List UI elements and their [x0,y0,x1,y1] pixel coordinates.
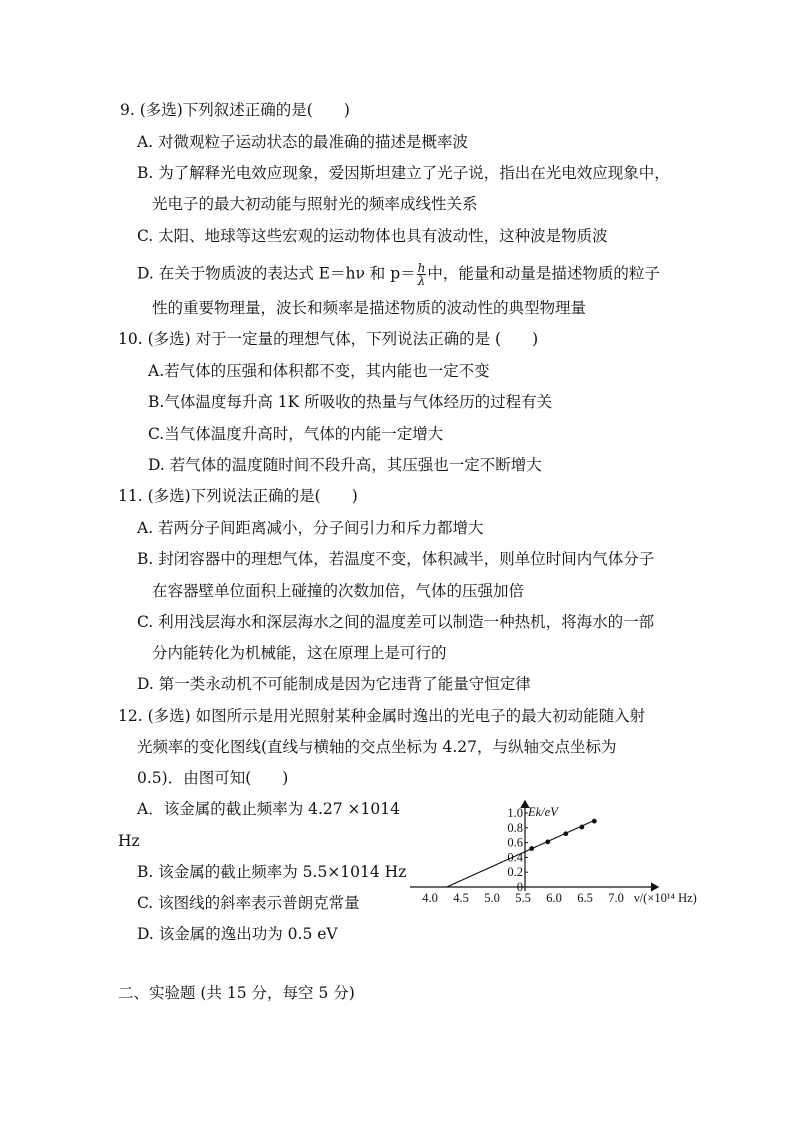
x-tick-label: 6.5 [577,891,593,905]
q9-stem: 9. (多选)下列叙述正确的是( ) [120,101,350,119]
y-tick-label: 0.2 [507,865,523,880]
h-over-lambda-fraction [417,262,427,287]
chart-tick-labels [422,805,697,905]
q9-option-d-line2: 性的重要物理量，波长和频率是描述物质的波动性的典型物理量 [152,299,587,317]
q11-option-b-line1: B. 封闭容器中的理想气体，若温度不变，体积减半，则单位时间内气体分子 [137,550,655,568]
q12-option-a-line1: A．该金属的截止频率为 4.27 ×1014 [137,800,400,818]
q10-option-b: B.气体温度每升高 1K 所吸收的热量与气体经历的过程有关 [148,393,553,411]
q10-option-d: D. 若气体的温度随时间不段升高，其压强也一定不断增大 [148,456,542,474]
q9-option-d-suffix: 中，能量和动量是描述物质的粒子 [427,264,660,283]
x-tick-label: 5.0 [484,891,500,905]
x-tick-label: 6.0 [546,891,562,905]
q12-option-d: D. 该金属的逸出功为 0.5 eV [137,925,338,943]
x-tick-label: 5.5 [515,891,531,905]
y-tick-label: 0.6 [507,835,523,850]
data-point [529,846,534,851]
y-axis-label: Ek/eV [528,805,558,819]
data-point [580,825,585,830]
q9-option-d-line1 [137,262,660,287]
q9-option-d-prefix: D. 在关于物质波的表达式 E＝hν 和 p＝ [137,264,416,283]
y-tick-label: 0 [516,880,523,894]
q12-stem-line2: 光频率的变化图线(直线与横轴的交点坐标为 4.27，与纵轴交点坐标为 [137,738,617,756]
q11-option-c-line1: C. 利用浅层海水和深层海水之间的温度差可以制造一种热机，将海水的一部 [137,613,655,631]
q9-option-a: A. 对微观粒子运动状态的最准确的描述是概率波 [137,133,469,151]
q12-option-c: C. 该图线的斜率表示普朗克常量 [137,894,360,912]
fraction-denominator: λ [417,274,426,288]
q11-stem: 11. (多选)下列说法正确的是( ) [118,487,358,505]
q11-option-b-line2: 在容器壁单位面积上碰撞的次数加倍，气体的压强加倍 [152,582,525,600]
q12-stem-line1: 12. (多选) 如图所示是用光照射某种金属时逸出的光电子的最大初动能随入射 [118,707,646,725]
photoelectric-chart [410,798,715,910]
section-2-heading: 二、实验题 (共 15 分，每空 5 分) [118,984,355,1002]
y-tick-label: 0.8 [507,820,523,835]
q12-option-b: B. 该金属的截止频率为 5.5×1014 Hz [137,863,407,881]
q11-option-c-line2: 分内能转化为机械能，这在原理上是可行的 [152,644,447,662]
x-tick-label: 4.5 [453,891,469,905]
q11-option-a: A. 若两分子间距离减小，分子间引力和斥力都增大 [137,519,484,537]
x-tick-label: 7.0 [608,891,624,905]
q9-option-b-line2: 光电子的最大初动能与照射光的频率成线性关系 [152,195,478,213]
y-tick-label: 1.0 [507,806,523,820]
data-point [592,819,597,824]
x-tick-label: 4.0 [422,891,438,905]
q9-option-b-line1: B. 为了解释光电效应现象，爱因斯坦建立了光子说，指出在光电效应现象中， [137,164,670,182]
data-point [545,839,550,844]
q9-option-c: C. 太阳、地球等这些宏观的运动物体也具有波动性，这种波是物质波 [137,227,608,245]
y-tick-label: 0.4 [507,850,523,865]
q12-stem-line3: 0.5)．由图可知( ) [137,769,289,787]
fraction-numerator: h [417,261,426,275]
q10-stem: 10. (多选) 对于一定量的理想气体，下列说法正确的是 ( ) [118,330,539,348]
q10-option-c: C.当气体温度升高时，气体的内能一定增大 [148,425,444,443]
data-point [563,831,568,836]
q12-option-a-line2: Hz [118,832,140,850]
q11-option-d: D. 第一类永动机不可能制成是因为它违背了能量守恒定律 [137,675,531,693]
q10-option-a: A.若气体的压强和体积都不变，其内能也一定不变 [148,362,490,380]
x-axis-label: ν/(×10¹⁴ Hz) [634,891,697,905]
